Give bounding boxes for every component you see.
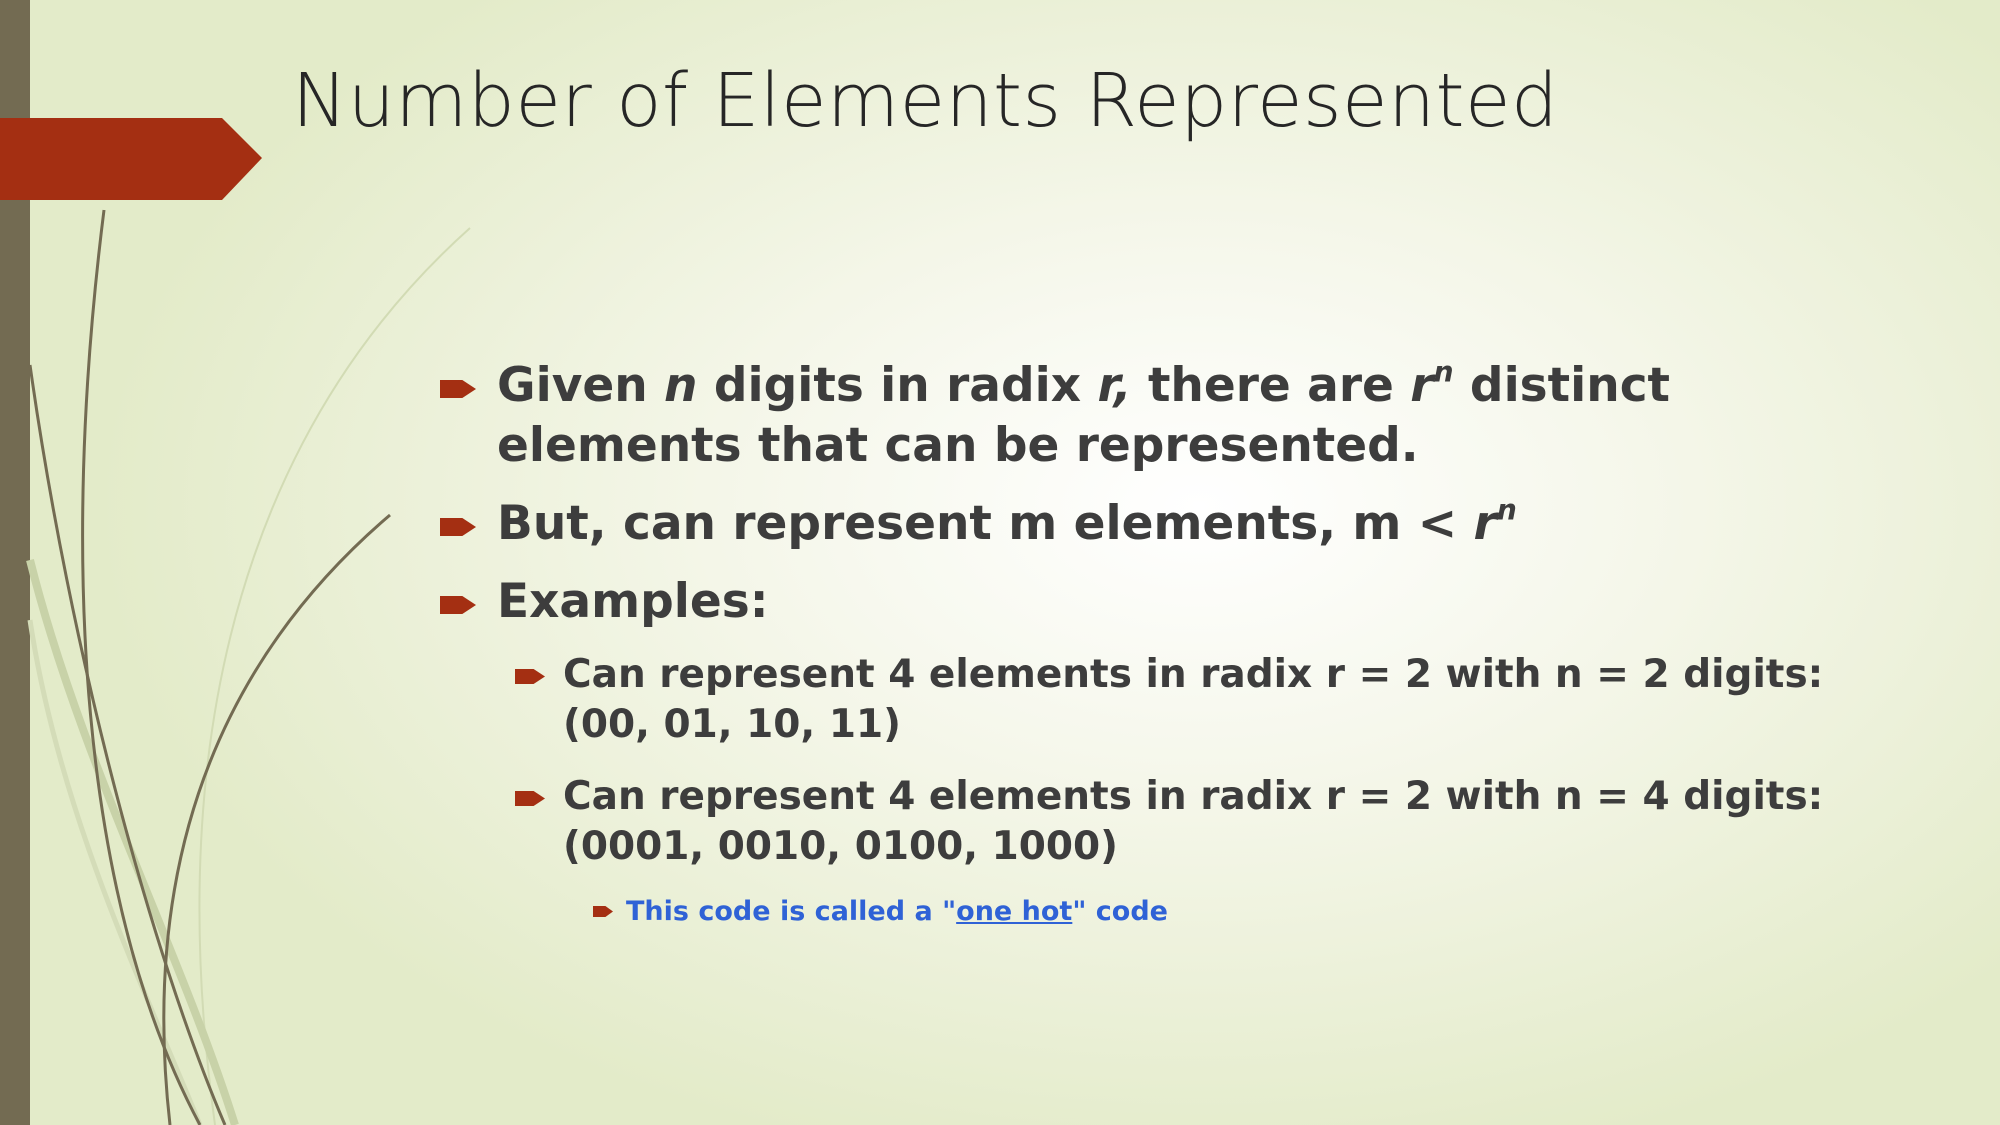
curve-light-2	[30, 560, 235, 1125]
bullet-text: But, can represent m elements, m <	[497, 496, 1474, 551]
curve-dark-3	[164, 515, 390, 1125]
slide-title: Number of Elements Represented	[292, 58, 1559, 144]
bullet-arrow-icon	[440, 380, 476, 398]
bullet-text: Can represent 4 elements in radix r = 2 with n = 2 digits: (00, 01, 10, 11)	[563, 652, 1824, 747]
var-r-power: r	[1473, 496, 1497, 551]
bullet-list	[440, 356, 1840, 930]
bullet-examples	[440, 572, 1840, 632]
bullet-text: Can represent 4 elements in radix r = 2 with n = 4 digits: (0001, 0010, 0100, 1000)	[563, 774, 1824, 869]
bullet-text: Examples:	[497, 574, 769, 629]
title-accent-tab	[0, 118, 262, 200]
exponent-n: n	[1496, 493, 1517, 527]
bullet-can-represent-m	[440, 494, 1840, 554]
bullet-arrow-icon	[593, 906, 613, 917]
bullet-arrow-icon	[440, 518, 476, 536]
bullet-text: " code	[1072, 896, 1168, 927]
bullet-text: Given	[497, 358, 665, 413]
one-hot-link[interactable]: one hot	[956, 896, 1073, 927]
bullet-text: digits in radix	[697, 358, 1098, 413]
var-r: r,	[1097, 358, 1132, 413]
bullet-given-n-digits	[440, 356, 1840, 476]
sub-bullet-two-digits	[515, 650, 1883, 750]
bullet-arrow-icon	[440, 596, 476, 614]
bullet-arrow-icon	[515, 791, 545, 806]
bullet-text: This code is called a "	[626, 896, 957, 927]
exponent-n: n	[1433, 355, 1454, 389]
bullet-arrow-icon	[515, 669, 545, 684]
var-n: n	[664, 358, 698, 413]
var-r-power: r	[1410, 358, 1434, 413]
curve-light-1	[200, 228, 470, 1125]
sub-sub-bullet-one-hot	[593, 894, 1840, 930]
sub-bullet-four-digits	[515, 772, 1883, 872]
curve-light-3	[30, 620, 200, 1125]
bullet-text: there are	[1131, 358, 1411, 413]
bullet-text: distinct elements that can be represented.	[497, 358, 1671, 473]
